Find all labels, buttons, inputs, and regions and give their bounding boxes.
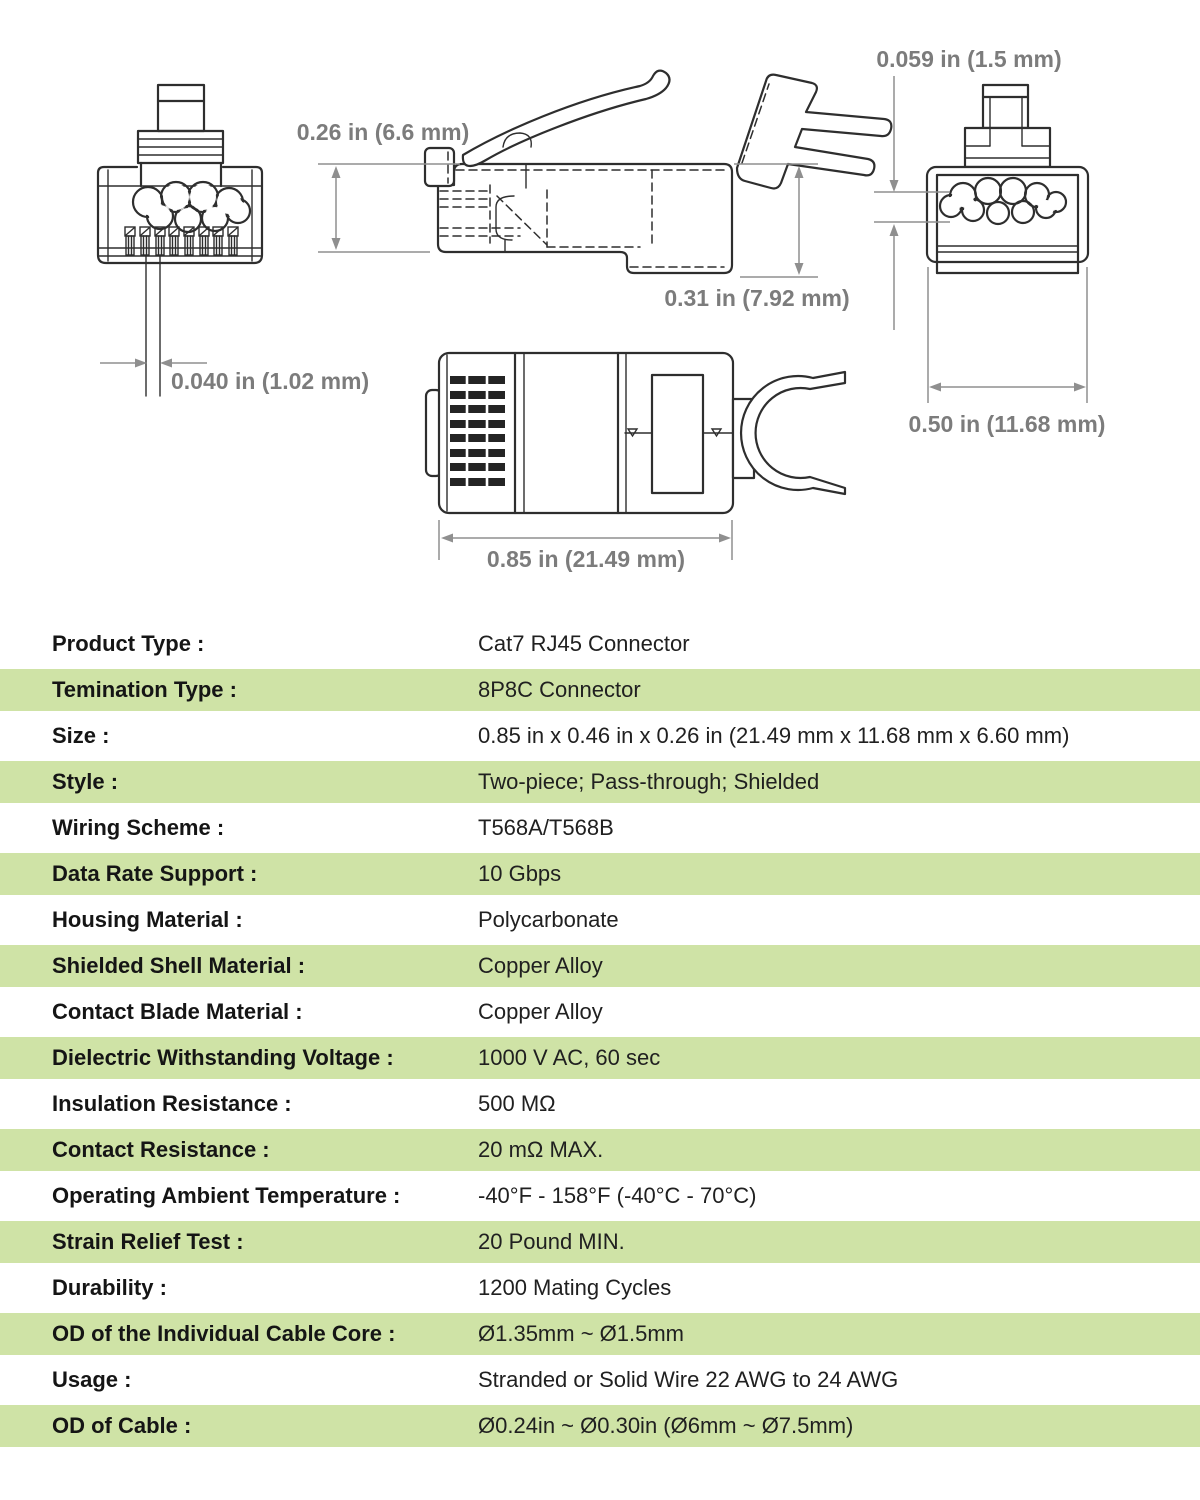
spec-label: Operating Ambient Temperature : bbox=[52, 1183, 401, 1208]
rear-view-drawing bbox=[927, 85, 1088, 273]
spec-row bbox=[0, 989, 1200, 1035]
dimension-label-body-height: 0.31 in (7.92 mm) bbox=[664, 285, 850, 311]
spec-label: Product Type : bbox=[52, 631, 205, 656]
spec-row bbox=[0, 759, 1200, 805]
spec-row bbox=[0, 897, 1200, 943]
spec-row bbox=[0, 1311, 1200, 1357]
spec-label: Temination Type : bbox=[52, 677, 237, 702]
spec-row bbox=[0, 1403, 1200, 1449]
spec-value: 8P8C Connector bbox=[478, 677, 641, 702]
dimension-label-pin-pitch: 0.040 in (1.02 mm) bbox=[171, 368, 370, 394]
spec-label: Contact Resistance : bbox=[52, 1137, 270, 1162]
spec-value: 10 Gbps bbox=[478, 861, 562, 886]
top-view-drawing bbox=[426, 353, 845, 513]
dimension-label-side-height: 0.26 in (6.6 mm) bbox=[296, 119, 470, 145]
spec-label: Wiring Scheme : bbox=[52, 815, 225, 840]
spec-value: 20 Pound MIN. bbox=[478, 1229, 625, 1254]
front-view-drawing bbox=[98, 85, 262, 396]
spec-value: Copper Alloy bbox=[478, 953, 603, 978]
spec-row bbox=[0, 851, 1200, 897]
spec-value: Ø0.24in ~ Ø0.30in (Ø6mm ~ Ø7.5mm) bbox=[478, 1413, 854, 1438]
spec-label: Shielded Shell Material : bbox=[52, 953, 306, 978]
spec-value: Copper Alloy bbox=[478, 999, 603, 1024]
spec-label: Dielectric Withstanding Voltage : bbox=[52, 1045, 394, 1070]
spec-row bbox=[0, 1173, 1200, 1219]
spec-label: Style : bbox=[52, 769, 119, 794]
spec-row bbox=[0, 621, 1200, 667]
spec-value: 500 MΩ bbox=[478, 1091, 556, 1116]
spec-row bbox=[0, 1219, 1200, 1265]
spec-row bbox=[0, 805, 1200, 851]
spec-row bbox=[0, 713, 1200, 759]
spec-label: OD of Cable : bbox=[52, 1413, 192, 1438]
spec-table bbox=[0, 621, 1200, 1449]
spec-value: -40°F - 158°F (-40°C - 70°C) bbox=[478, 1183, 757, 1208]
spec-row bbox=[0, 943, 1200, 989]
spec-label: Durability : bbox=[52, 1275, 167, 1300]
dimension-label-top-length: 0.85 in (21.49 mm) bbox=[486, 546, 686, 572]
spec-value: 0.85 in x 0.46 in x 0.26 in (21.49 mm x 11.68 mm x 6.60 mm) bbox=[478, 723, 1070, 748]
spec-value: Cat7 RJ45 Connector bbox=[478, 631, 690, 656]
spec-value: Stranded or Solid Wire 22 AWG to 24 AWG bbox=[478, 1367, 899, 1392]
spec-value: Two-piece; Pass-through; Shielded bbox=[478, 769, 820, 794]
spec-label: Insulation Resistance : bbox=[52, 1091, 292, 1116]
side-view-drawing bbox=[425, 71, 891, 273]
connector-dimension-diagram bbox=[0, 0, 1200, 600]
spec-value: Ø1.35mm ~ Ø1.5mm bbox=[478, 1321, 685, 1346]
spec-row bbox=[0, 1035, 1200, 1081]
spec-value: 1200 Mating Cycles bbox=[478, 1275, 672, 1300]
technical-drawing bbox=[0, 0, 1200, 600]
dimension-label-rear-width: 0.50 in (11.68 mm) bbox=[908, 411, 1106, 437]
spec-value: 1000 V AC, 60 sec bbox=[478, 1045, 661, 1070]
spec-row bbox=[0, 1357, 1200, 1403]
spec-row bbox=[0, 667, 1200, 713]
wire-bundle-front bbox=[133, 182, 250, 232]
spec-row bbox=[0, 1265, 1200, 1311]
spec-label: Housing Material : bbox=[52, 907, 243, 932]
cable-boot-clip bbox=[741, 372, 845, 494]
spec-label: Size : bbox=[52, 723, 110, 748]
spec-label: OD of the Individual Cable Core : bbox=[52, 1321, 396, 1346]
spec-value: 20 mΩ MAX. bbox=[478, 1137, 604, 1162]
spec-label: Data Rate Support : bbox=[52, 861, 258, 886]
spec-row bbox=[0, 1081, 1200, 1127]
spec-label: Usage : bbox=[52, 1367, 132, 1392]
strain-relief-fork bbox=[737, 75, 891, 189]
spec-value: T568A/T568B bbox=[478, 815, 614, 840]
spec-label: Contact Blade Material : bbox=[52, 999, 303, 1024]
spec-row bbox=[0, 1127, 1200, 1173]
dimension-label-rear-gap: 0.059 in (1.5 mm) bbox=[876, 46, 1062, 72]
spec-label: Strain Relief Test : bbox=[52, 1229, 244, 1254]
latch-lever bbox=[463, 71, 670, 166]
spec-value: Polycarbonate bbox=[478, 907, 619, 932]
